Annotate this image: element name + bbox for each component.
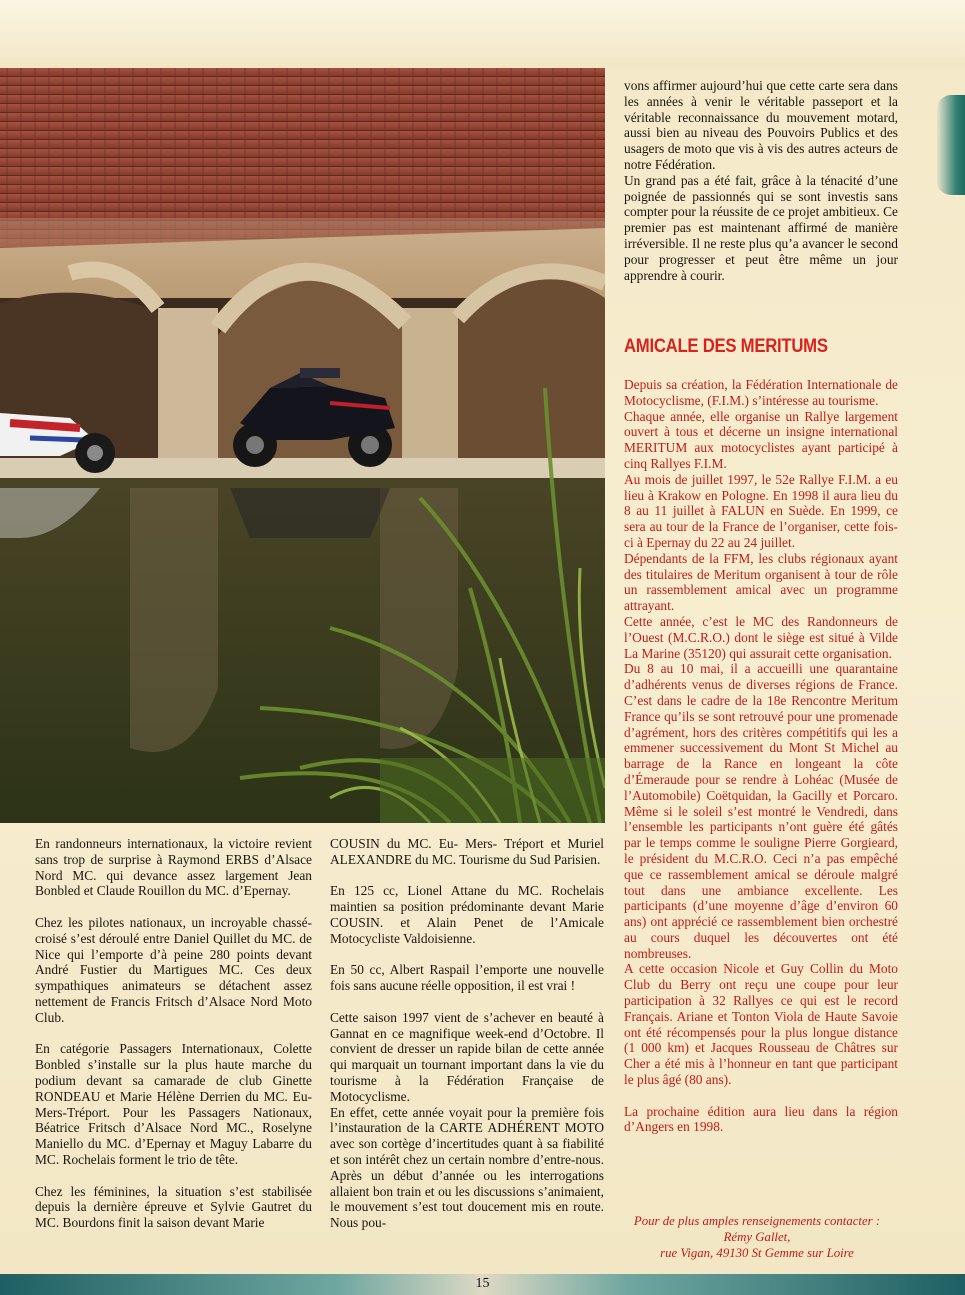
contact-name: Rémy Gallet, <box>723 1230 791 1244</box>
paragraph: Cette saison 1997 vient de s’achever en beauté à Gannat en ce magnifique week-end d’Octobre. Il convient de dresser un rapide bilan de cette année qui marquait un tournant important dans la vie du tourisme à la Fédération Française de Motocyclisme. <box>330 1009 604 1104</box>
paragraph: En 125 cc, Lionel Attane du MC. Rochelais maintien sa position prédominante devant Marie COUSIN. et Alain Penet de l’Amicale Motocycliste Valdoisienne. <box>330 883 604 946</box>
paragraph: En catégorie Passagers Internationaux, Colette Bonbled s’installe sur la plus haute marche du podium devant sa camarade de club Ginette RONDEAU et Marie Hélène Derrien du MC. Eu-Mers-Tréport. Pour les Passagers Nationaux, Béatrice Fritsch d’Alsace Nord MC., Roselyne Maniello du MC. d’Epernay et Maguy Labarre du MC. Rochelais forment le trio de tête. <box>35 1041 312 1167</box>
paragraph: A cette occasion Nicole et Guy Collin du Moto Club du Berry ont reçu une coupe pour leur participation à 32 Rallyes ce qui est le record Français. Ariane et Tonton Viola de Haute Savoie ont été récompensés pour la plus longue distance (1 000 km) et Jacques Rousseau de Châtres sur Cher a été mis à l’honneur en tant que participant le plus âgé (80 ans). <box>624 961 898 1088</box>
article-column-3 <box>624 78 898 283</box>
article-column-1 <box>35 836 312 1231</box>
paragraph: Du 8 au 10 mai, il a accueilli une quarantaine d’adhérents venus de diverses régions de France. C’est dans le cadre de la 18e Rencontre Meritum France qu’ils se sont retrouvé pour une promenade d’agrément, hors des critères compétitifs qui les a emmener successivement du Mont St Michel au barrage de la Rance en longeant la côte d’Émeraude pour se rendre à Lohéac (Musée de l’Automobile) Coëtquidan, la Gacilly et Porcaro. Même si le soleil s’est montré le Vendredi, dans l’ensemble les participants n’ont guère été gâtés par le temps comme le souligne Pierre Gorgieard, le président du M.C.R.O. Ceci n’a pas empêché que ce rassemblement amical se déroule malgré tout dans une ambiance excellente. Les participants (d’une moyenne d’âge d’environ 60 ans) ont apprécié ce rassemblement bien orchestré au cours duquel les découvertes ont été nombreuses. <box>624 661 898 961</box>
paragraph: Au mois de juillet 1997, le 52e Rallye F.I.M. a eu lieu à Krakow en Pologne. En 1998 il aura lieu du 8 au 11 juillet à FALUN en Suède. En 1999, ce sera au tour de la France de l’organiser, cette fois-ci à Epernay du 22 au 24 juillet. <box>624 471 898 550</box>
paragraph: La prochaine édition aura lieu dans la région d’Angers en 1998. <box>624 1103 898 1135</box>
contact-block <box>612 1213 902 1261</box>
article-column-2 <box>330 836 604 1231</box>
amicale-section-body <box>624 377 898 1135</box>
paragraph: Chaque année, elle organise un Rallye largement ouvert à tous et décerne un insigne international MERITUM aux motocyclistes ayant participé à cinq Rallyes F.I.M. <box>624 408 898 471</box>
paragraph: Cette année, c’est le MC des Randonneurs de l’Ouest (M.C.R.O.) dont le siège est situé à Vilde La Marine (35120) qui assurait cette organisation. <box>624 613 898 661</box>
paragraph: En 50 cc, Albert Raspail l’emporte une nouvelle fois sans aucune réelle opposition, il est vrai ! <box>330 962 604 994</box>
paragraph: COUSIN du MC. Eu- Mers- Tréport et Muriel ALEXANDRE du MC. Tourisme du Sud Parisien. <box>330 836 604 867</box>
page-edge-tab <box>937 95 965 195</box>
paragraph: Chez les féminines, la situation s’est stabilisée depuis la dernière épreuve et Sylvie Gautret du MC. Bourdons finit la saison devant Marie <box>35 1183 312 1231</box>
paragraph: Un grand pas a été fait, grâce à la ténacité d’une poignée de passionnés qui se sont investis sans compter pour la réussite de ce projet ambitieux. Ce premier pas est maintenant affirmé de manière irréversible. Il ne reste plus qu’a avancer le second pour progresser et peut être même un jour apprendre à courir. <box>624 172 898 283</box>
paragraph: En effet, cette année voyait pour la première fois l’instauration de la CARTE ADHÉRENT MOTO avec son cortège d’incertitudes quant à sa fiabilité et son intérêt chez un certain nombre d’entre-nous. Après un début d’année ou les interrogations allaient bon train et ou les discussions s’animaient, le mouvement s’est tout doucement mis en route. Nous pou- <box>330 1104 604 1231</box>
section-heading-amicale: AMICALE DES MERITUMS <box>624 336 828 357</box>
page-number: 15 <box>475 1276 490 1291</box>
paragraph: En randonneurs internationaux, la victoire revient sans trop de surprise à Raymond ERBS d’Alsace Nord MC. qui devance assez largement Jean Bonbled et Claude Rouillon du MC. d’Epernay. <box>35 836 312 899</box>
paragraph: Chez les pilotes nationaux, un incroyable chassé-croisé s’est déroulé entre Daniel Quillet du MC. de Nice qui l’emporte d’à peine 280 points devant André Fustier du Martigues MC. Ces deux sympathiques animateurs se détachent assez nettement de Francis Fritsch d’Alsace Nord Moto Club. <box>35 914 312 1025</box>
top-margin <box>0 0 965 68</box>
contact-address: rue Vigan, 49130 St Gemme sur Loire <box>660 1246 854 1260</box>
paragraph: Dépendants de la FFM, les clubs régionaux ayant des titulaires de Meritum organisent à tour de rôle un rassemblement amical avec un programme attrayant. <box>624 550 898 614</box>
motorcycle-arcade-photo <box>0 68 605 823</box>
paragraph: Depuis sa création, la Fédération Internationale de Motocyclisme, (F.I.M.) s’intéresse au tourisme. <box>624 377 898 408</box>
paragraph: vons affirmer aujourd’hui que cette carte sera dans les années à venir le véritable passeport et la véritable reconnaissance du mouvement motard, aussi bien au niveau des Pouvoirs Publics et des usagers de moto que vis à vis des autres acteurs de notre Fédération. <box>624 78 898 172</box>
contact-intro: Pour de plus amples renseignements contacter : <box>633 1214 881 1228</box>
